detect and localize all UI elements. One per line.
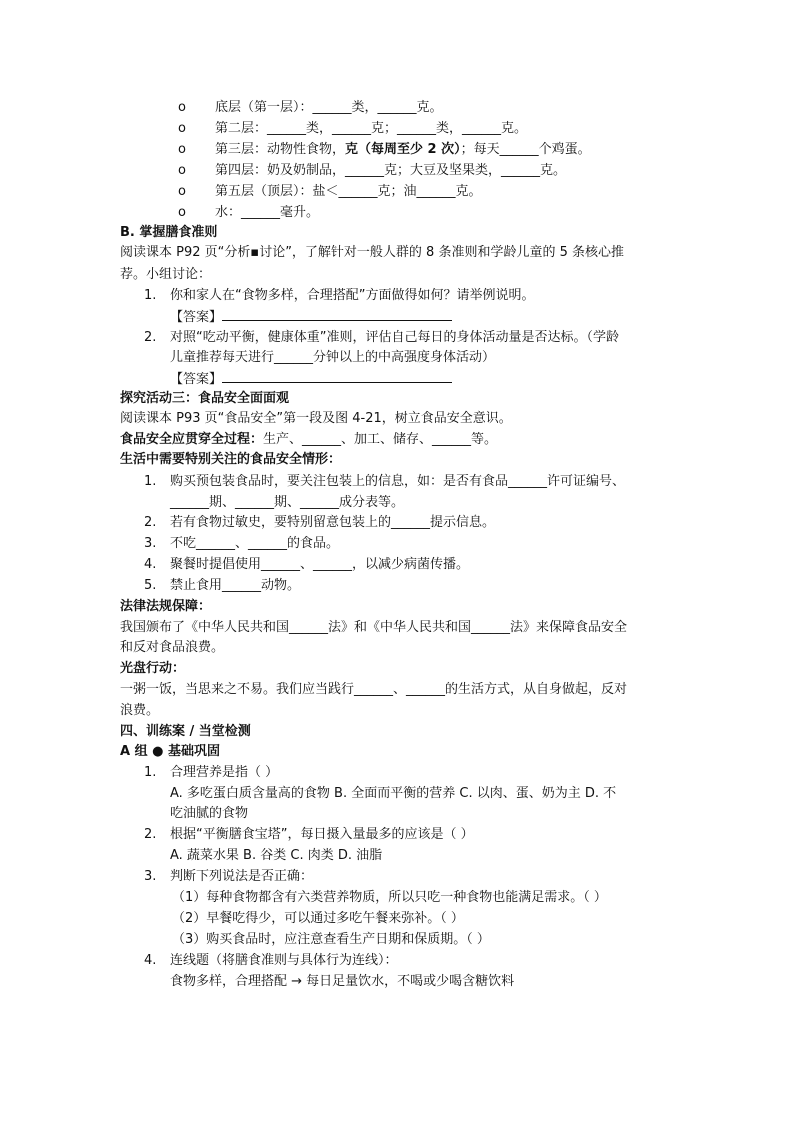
- pagoda-level-4: 第四层：奶及奶制品，______克；大豆及坚果类，______克。: [215, 163, 567, 178]
- case-number: 5.: [144, 578, 157, 593]
- bullet-circle: o: [178, 121, 186, 136]
- bullet-circle: o: [178, 163, 186, 178]
- question-number: 2.: [144, 330, 157, 345]
- question-number: 4.: [144, 953, 157, 968]
- bullet-circle: o: [178, 205, 186, 220]
- case-number: 3.: [144, 536, 157, 551]
- judgement-item-1: （1）每种食物都含有六类营养物质，所以只吃一种食物也能满足需求。（ ）: [172, 890, 607, 905]
- plate-action-text-1: 一粥一饭，当思来之不易。我们应当践行______、______的生活方式，从自身做起，反对: [120, 682, 628, 697]
- pagoda-level-3-c: ；每天______个鸡蛋。: [460, 142, 591, 157]
- food-chain-text: 生产、______、加工、储存、______等。: [263, 432, 498, 447]
- discussion-question-2-line-1: 对照“吃动平衡，健康体重”准则，评估自己每日的身体活动量是否达标。（学龄: [170, 330, 619, 345]
- case-number: 1.: [144, 474, 157, 489]
- section-b-intro-1: 阅读课本 P92 页“分析▪讨论”，了解针对一般人群的 8 条准则和学龄儿童的 5 条核心推: [120, 245, 624, 260]
- pagoda-level-3-b: 克（每周至少 2 次）: [345, 142, 461, 157]
- discussion-question-1: 你和家人在“食物多样，合理搭配”方面做得如何？请举例说明。: [170, 288, 535, 303]
- pagoda-water: 水：______毫升。: [215, 205, 320, 220]
- food-chain-label: 食品安全应贯穿全过程：: [120, 432, 264, 447]
- quiz-question-3: 判断下列说法是否正确：: [170, 869, 314, 884]
- case-1-line-1: 购买预包装食品时，要关注包装上的信息，如：是否有食品______许可证编号、: [170, 474, 626, 489]
- answer-blank: [222, 368, 452, 383]
- safety-cases-title: 生活中需要特别关注的食品安全情形：: [120, 452, 342, 467]
- answer-label: 【答案】: [170, 372, 223, 387]
- case-number: 2.: [144, 515, 157, 530]
- question-number: 1.: [144, 765, 157, 780]
- judgement-item-2: （2）早餐吃得少，可以通过多吃午餐来弥补。（ ）: [172, 911, 464, 926]
- judgement-item-3: （3）购买食品时，应注意查看生产日期和保质期。（ ）: [172, 932, 490, 947]
- section-b-intro-2: 荐。小组讨论：: [120, 267, 212, 282]
- answer-line-1: [170, 306, 452, 328]
- plate-action-text-2: 浪费。: [120, 703, 160, 718]
- quiz-question-2-options: A. 蔬菜水果 B. 谷类 C. 肉类 D. 油脂: [170, 848, 383, 863]
- case-4: 聚餐时提倡使用______、______，以减少病菌传播。: [170, 557, 470, 572]
- matching-example: 食物多样，合理搭配 → 每日足量饮水，不喝或少喝含糖饮料: [170, 974, 515, 989]
- question-number: 2.: [144, 827, 157, 842]
- food-chain-line: [120, 430, 497, 450]
- case-number: 4.: [144, 557, 157, 572]
- activity-3-title: 探究活动三：食品安全面面观: [120, 391, 290, 406]
- case-2: 若有食物过敏史，要特别留意包装上的______提示信息。: [170, 515, 496, 530]
- quiz-question-1-options-2: 吃油腻的食物: [170, 806, 249, 821]
- law-title: 法律法规保障：: [120, 599, 212, 614]
- law-text-1: 我国颁布了《中华人民共和国______法》和《中华人民共和国______法》来保障食品安全: [120, 620, 628, 635]
- pagoda-level-1: 底层（第一层）：______类，______克。: [215, 100, 443, 115]
- answer-label: 【答案】: [170, 310, 223, 325]
- question-number: 3.: [144, 869, 157, 884]
- answer-blank: [222, 306, 452, 321]
- case-3: 不吃______、______的食品。: [170, 536, 340, 551]
- pagoda-level-3-a: 第三层：动物性食物，: [215, 142, 346, 157]
- activity-3-intro: 阅读课本 P93 页“食品安全”第一段及图 4-21，树立食品安全意识。: [120, 411, 512, 426]
- quiz-question-2: 根据“平衡膳食宝塔”，每日摄入量最多的应该是（ ）: [170, 827, 474, 842]
- case-1-line-2: ______期、______期、______成分表等。: [170, 495, 405, 510]
- quiz-question-1-options-1: A. 多吃蛋白质含量高的食物 B. 全面而平衡的营养 C. 以肉、蛋、奶为主 D. 不: [170, 786, 617, 801]
- case-5: 禁止食用______动物。: [170, 578, 301, 593]
- law-text-2: 和反对食品浪费。: [120, 640, 225, 655]
- plate-action-title: 光盘行动：: [120, 661, 186, 676]
- bullet-circle: o: [178, 142, 186, 157]
- quiz-question-1: 合理营养是指（ ）: [170, 765, 279, 780]
- question-number: 1.: [144, 288, 157, 303]
- pagoda-level-5: 第五层（顶层）：盐＜______克；油______克。: [215, 184, 482, 199]
- bullet-circle: o: [178, 184, 186, 199]
- section-b-title: B. 掌握膳食准则: [120, 225, 218, 240]
- quiz-question-4: 连线题（将膳食准则与具体行为连线）：: [170, 953, 398, 968]
- pagoda-level-3: [215, 140, 591, 160]
- discussion-question-2-line-2: 儿童推荐每天进行______分钟以上的中高强度身体活动）: [170, 350, 496, 365]
- answer-line-2: [170, 368, 452, 390]
- bullet-circle: o: [178, 100, 186, 115]
- group-a-title: A 组 ● 基础巩固: [120, 744, 220, 759]
- section-4-title: 四、训练案 / 当堂检测: [120, 724, 251, 739]
- pagoda-level-2: 第二层：______类，______克；______类，______克。: [215, 121, 528, 136]
